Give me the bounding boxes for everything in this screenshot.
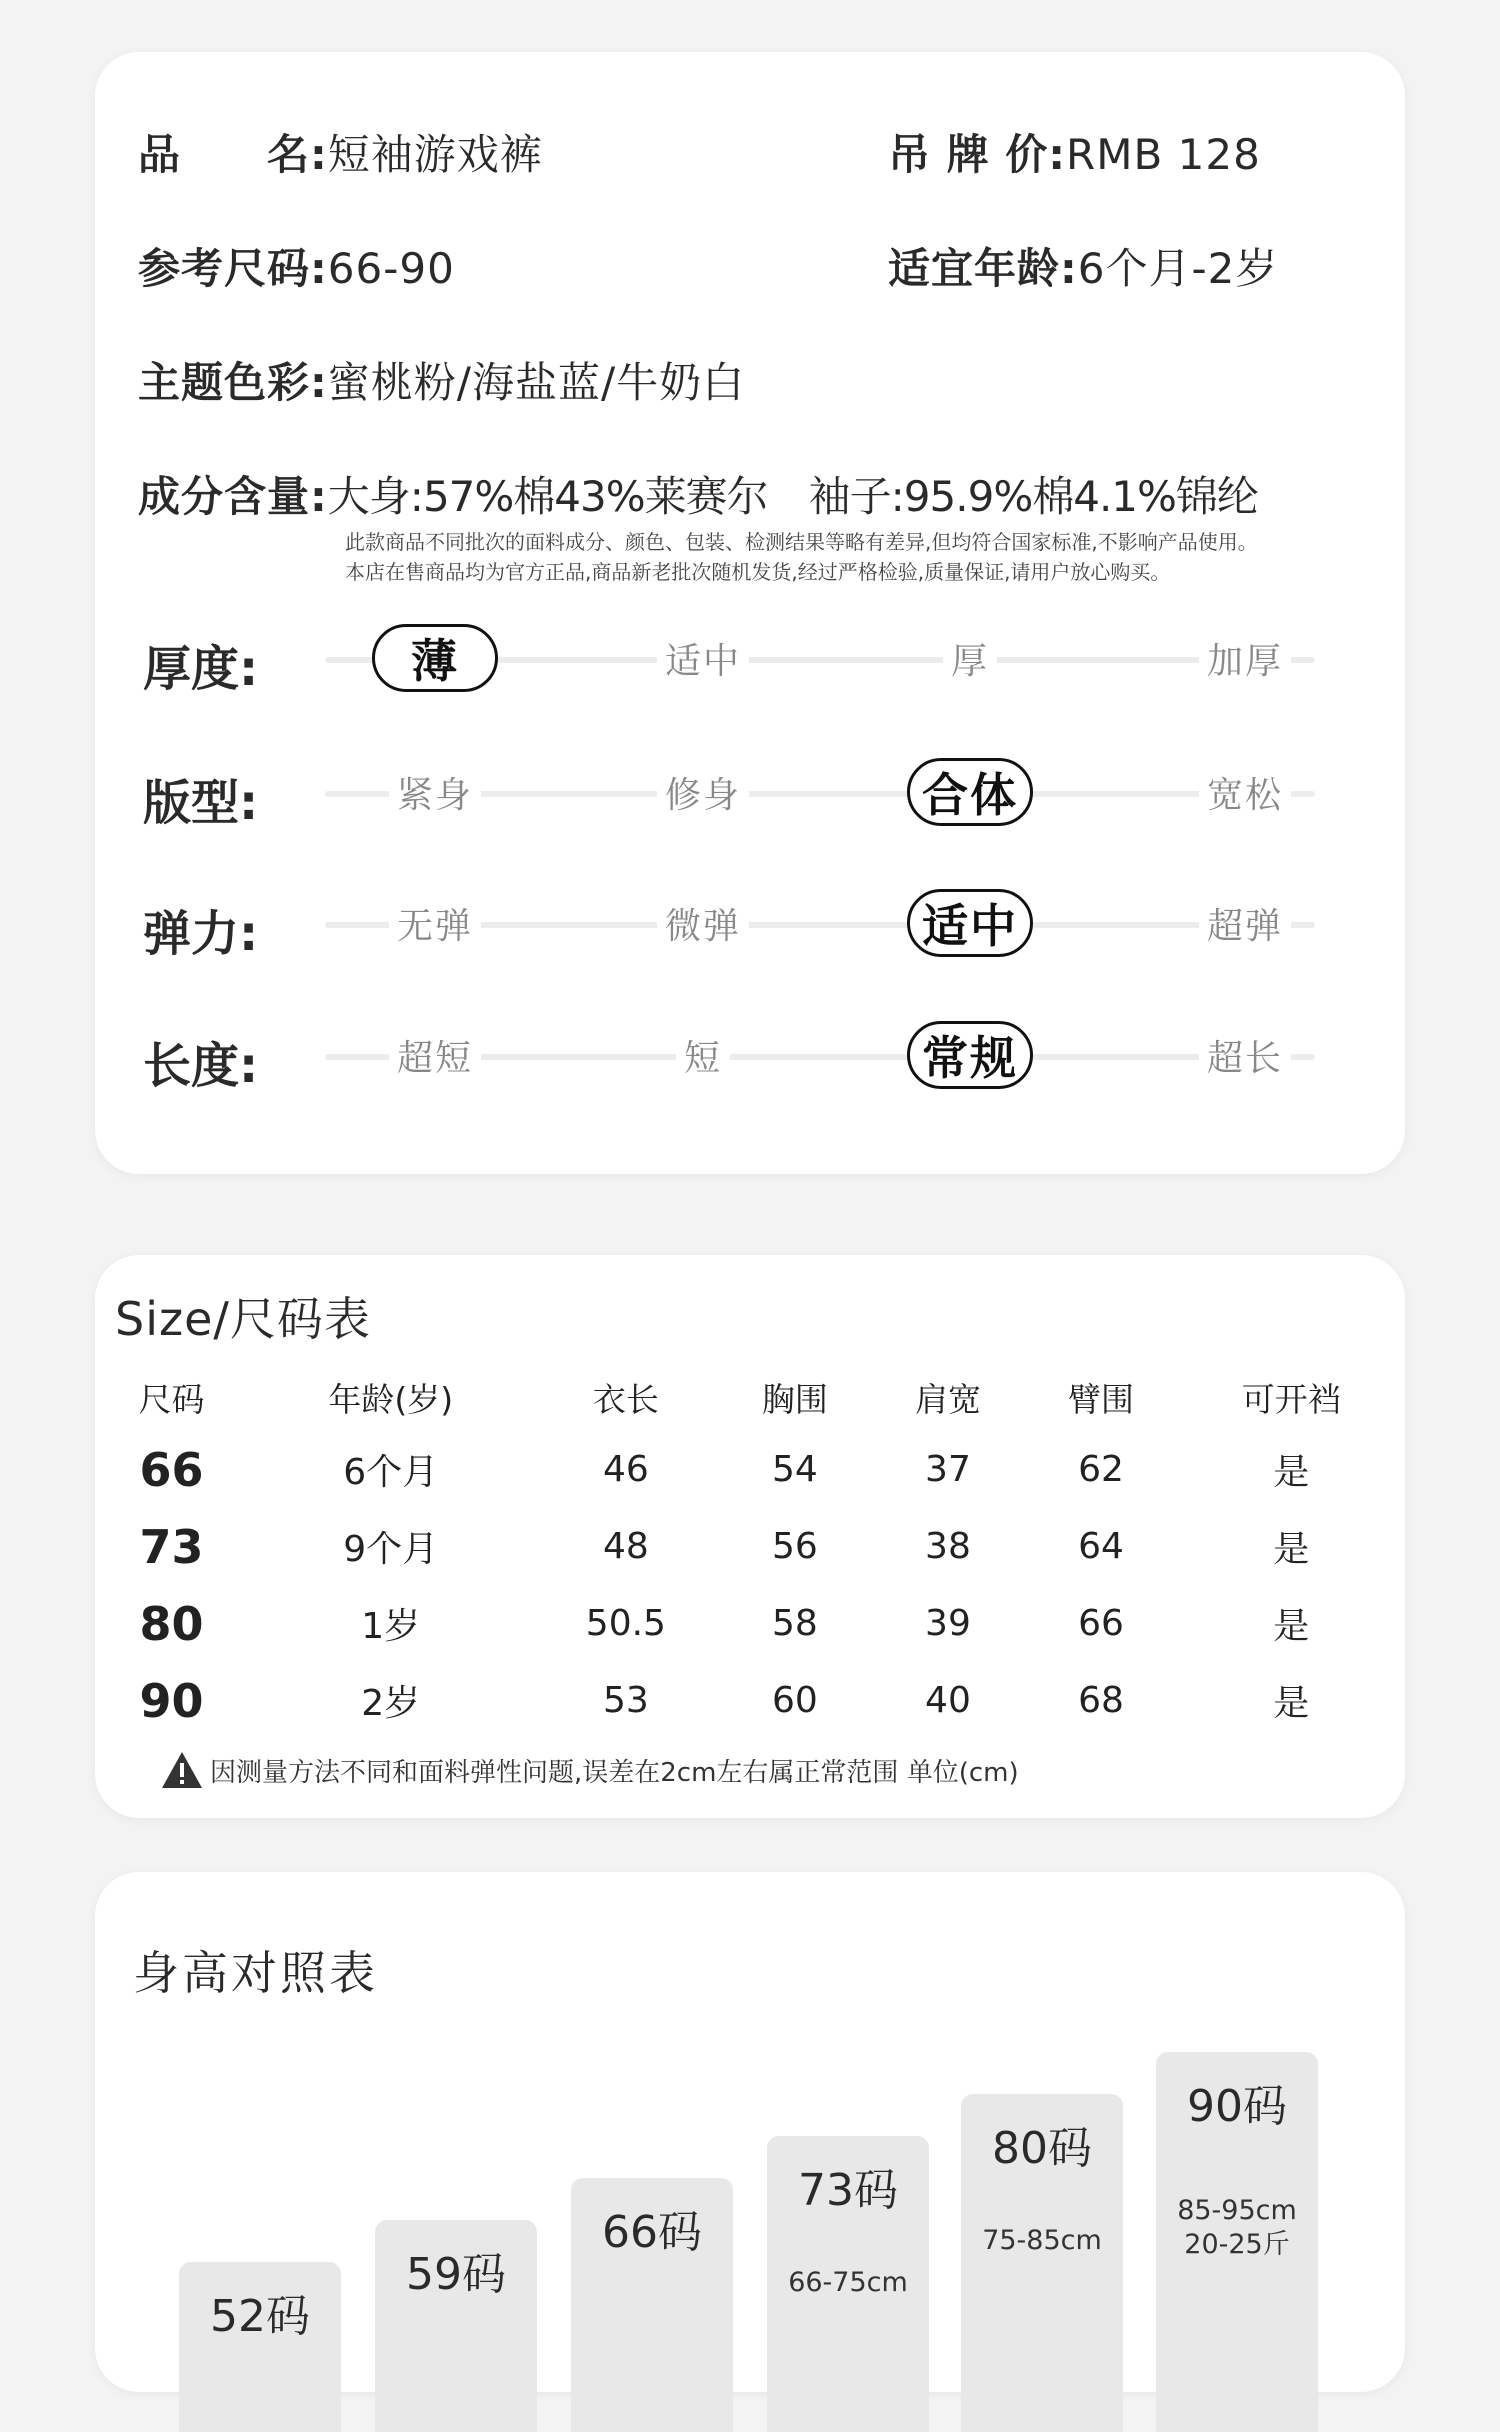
height-bar [179, 2262, 341, 2432]
color-value: 蜜桃粉/海盐蓝/牛奶白 [327, 358, 746, 407]
scale-option-selected [895, 883, 1045, 963]
scale-option-label: 薄 [372, 624, 498, 692]
tag-price-value: RMB 128 [1066, 130, 1261, 179]
scale-option-label: 超弹 [1199, 898, 1291, 949]
height-bar-code: 59码 [406, 2249, 506, 2300]
scale-row [95, 618, 1405, 698]
height-bar-height: 85-95cm [1177, 2195, 1297, 2226]
product-name-value: 短袖游戏裤 [327, 130, 543, 179]
table-cell: 56 [771, 1526, 818, 1567]
age-row [888, 236, 1278, 296]
ref-size-row [138, 236, 455, 296]
bar-spacer [1156, 2134, 1318, 2194]
tag-price-row [888, 122, 1261, 182]
bar-spacer [767, 2218, 929, 2266]
table-cell: 66 [139, 1442, 204, 1497]
bar-spacer [179, 2344, 341, 2374]
disclaimer-line-2: 本店在售商品均为官方正品,商品新老批次随机发货,经过严格检验,质量保证,请用户放心购买。 [345, 560, 1171, 584]
material-label: 成分含量: [138, 472, 328, 521]
table-cell: 1岁 [361, 1606, 421, 1647]
age-label: 适宜年龄: [888, 244, 1078, 293]
height-bar [571, 2178, 733, 2432]
scale-option-label: 厚 [943, 633, 997, 684]
table-cell: 58 [771, 1603, 818, 1644]
size-table-header-cell: 胸围 [761, 1379, 828, 1419]
table-cell: 38 [925, 1526, 971, 1567]
size-table-header-cell: 衣长 [592, 1379, 659, 1419]
size-table-header-cell: 可开裆 [1241, 1379, 1341, 1419]
table-row [95, 1585, 1405, 1662]
age-value: 6个月-2岁 [1077, 244, 1279, 293]
size-table-note [160, 1750, 1019, 1790]
bar-spacer [961, 2176, 1123, 2224]
scale-option-label: 修身 [657, 767, 749, 818]
table-cell: 2岁 [361, 1683, 421, 1724]
height-bar [1156, 2052, 1318, 2432]
scale-label: 版型: [143, 775, 259, 831]
scale-option-label: 无弹 [389, 898, 481, 949]
size-table-header-cell: 臂围 [1068, 1379, 1135, 1419]
scale-option [628, 752, 778, 832]
scale-option [360, 752, 510, 832]
color-row [138, 350, 745, 410]
height-bar [961, 2094, 1123, 2432]
scale-option-label: 常规 [907, 1021, 1033, 1089]
table-row [95, 1508, 1405, 1585]
table-cell: 46 [602, 1449, 649, 1490]
scale-option-label: 宽松 [1199, 767, 1291, 818]
height-bar [375, 2220, 537, 2432]
scale-option-label: 加厚 [1199, 633, 1291, 684]
scale-label: 弹力: [143, 906, 259, 962]
table-cell: 64 [1078, 1526, 1124, 1567]
scale-option [1170, 1015, 1320, 1095]
product-name-row [138, 122, 543, 182]
table-cell: 是 [1273, 1683, 1310, 1724]
bar-spacer [375, 2302, 537, 2332]
size-table-header [95, 1363, 1405, 1431]
scale-option [895, 618, 1045, 698]
product-name-label: 品 名: [138, 130, 328, 179]
size-table-title: Size/尺码表 [115, 1292, 371, 1346]
table-row [95, 1662, 1405, 1739]
ref-size-label: 参考尺码: [138, 244, 328, 293]
scale-row [95, 883, 1405, 963]
size-note-text: 因测量方法不同和面料弹性问题,误差在2cm左右属正常范围 单位(cm) [210, 1757, 1019, 1788]
height-bar [767, 2136, 929, 2432]
table-cell: 90 [139, 1673, 204, 1728]
height-bar-code: 80码 [992, 2123, 1092, 2174]
scale-option-label: 紧身 [389, 767, 481, 818]
table-cell: 60 [771, 1680, 818, 1721]
table-cell: 是 [1273, 1529, 1310, 1570]
size-table-card [95, 1255, 1405, 1818]
product-info-card [95, 52, 1405, 1174]
table-cell: 54 [771, 1449, 818, 1490]
height-bar-code: 73码 [798, 2165, 898, 2216]
scale-option [628, 1015, 778, 1095]
table-cell: 53 [602, 1680, 649, 1721]
height-bar-code: 52码 [210, 2291, 310, 2342]
table-cell: 9个月 [343, 1529, 439, 1570]
scale-row [95, 1015, 1405, 1095]
table-cell: 62 [1078, 1449, 1124, 1490]
scale-option-label: 短 [676, 1030, 730, 1081]
table-cell: 40 [925, 1680, 971, 1721]
scale-option-label: 合体 [907, 758, 1033, 826]
table-row [95, 1431, 1405, 1508]
scale-option [628, 618, 778, 698]
table-cell: 37 [925, 1449, 971, 1490]
table-cell: 66 [1078, 1603, 1124, 1644]
scale-option-label: 超长 [1199, 1030, 1291, 1081]
table-cell: 48 [602, 1526, 649, 1567]
table-cell: 50.5 [585, 1603, 666, 1644]
table-cell: 68 [1078, 1680, 1124, 1721]
bar-spacer [571, 2260, 733, 2290]
ref-size-value: 66-90 [327, 244, 455, 293]
table-cell: 是 [1273, 1606, 1310, 1647]
table-cell: 73 [139, 1519, 204, 1574]
size-table [95, 1363, 1405, 1739]
height-bar-height: 75-85cm [982, 2225, 1102, 2256]
scale-option-label: 适中 [907, 889, 1033, 957]
table-cell: 是 [1273, 1452, 1310, 1493]
disclaimer-line-1: 此款商品不同批次的面料成分、颜色、包装、检测结果等略有差异,但均符合国家标准,不影响产品使用。 [345, 530, 1258, 554]
height-bar-code: 90码 [1187, 2081, 1287, 2132]
size-table-header-cell: 肩宽 [914, 1379, 981, 1419]
table-cell: 39 [925, 1603, 971, 1644]
scale-option-label: 微弹 [657, 898, 749, 949]
height-bar-code: 66码 [602, 2207, 702, 2258]
table-cell: 6个月 [343, 1452, 439, 1493]
table-cell: 80 [139, 1596, 204, 1651]
size-table-header-cell: 尺码 [138, 1379, 205, 1419]
scale-option [360, 883, 510, 963]
height-bar-weight: 20-25斤 [1184, 2229, 1290, 2260]
height-chart-title: 身高对照表 [133, 1946, 378, 2000]
scale-option-selected [360, 618, 510, 698]
color-label: 主题色彩: [138, 358, 328, 407]
scale-option-selected [895, 752, 1045, 832]
height-bar-height: 66-75cm [788, 2267, 908, 2298]
scale-option [1170, 883, 1320, 963]
tag-price-label: 吊 牌 价: [888, 130, 1067, 179]
scale-option [360, 1015, 510, 1095]
scale-option [628, 883, 778, 963]
scale-option-label: 超短 [389, 1030, 481, 1081]
scale-option-label: 适中 [657, 633, 749, 684]
scale-option-selected [895, 1015, 1045, 1095]
warning-icon [160, 1750, 204, 1790]
scale-option [1170, 752, 1320, 832]
height-chart-card [95, 1872, 1405, 2392]
size-table-header-cell: 年龄(岁) [328, 1379, 454, 1419]
scale-label: 厚度: [143, 641, 259, 697]
scale-row [95, 752, 1405, 832]
material-value: 大身:57%棉43%莱赛尔 袖子:95.9%棉4.1%锦纶 [327, 472, 1258, 521]
scale-option [1170, 618, 1320, 698]
material-row [138, 464, 1258, 524]
scale-label: 长度: [143, 1038, 259, 1094]
